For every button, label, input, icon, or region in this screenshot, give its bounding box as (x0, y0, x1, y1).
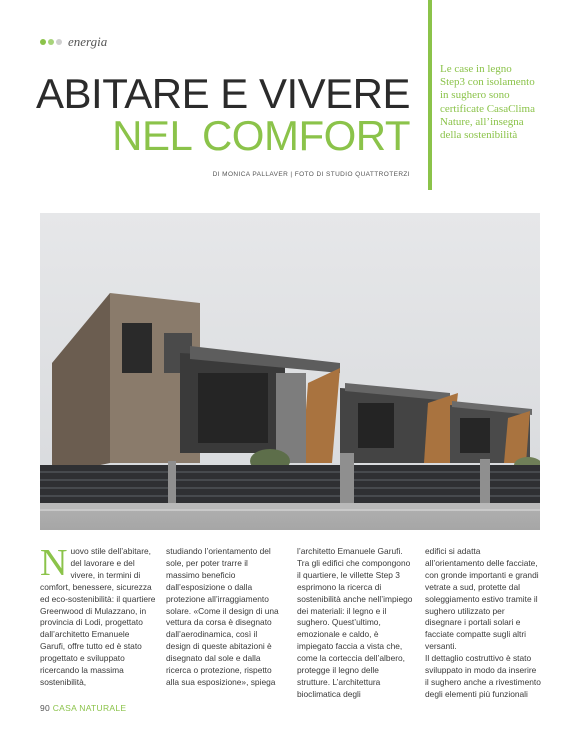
section-dot-2 (48, 39, 54, 45)
article-byline: DI MONICA PALLAVER | FOTO DI STUDIO QUATTROTERZI (212, 171, 410, 178)
article-column-2 (166, 546, 282, 689)
section-tag (40, 35, 107, 49)
section-name: energia (68, 34, 108, 49)
column-2-text: studiando l’orientamento del sole, per poter trarre il massimo beneficio dall’esposizione o dalla protezione all’irraggiamento solare. «Come il design di una vettura da corsa è disegnato dall’aerodinamica, così il design di queste abitazioni è disegnato dal sole e dalla ricerca o protezione, rispetto alla sua esposizione», spiega (166, 546, 279, 687)
article-column-1 (40, 542, 156, 689)
column-3-text: l’architetto Emanuele Garufi. Tra gli edifici che compongono il quartiere, le villette Step 3 esprimono la ricerca di sostenibilità anche nell’impiego dei materiali: il legno e il sughero. Quest’ultimo, emozionale e caldo, è impiegato faccia a vista che, come la corteccia dell’albero, protegge il legno delle strutture. L’architettura bioclimatica degli (297, 546, 413, 699)
section-dot-1 (40, 39, 46, 45)
column-1-text: uovo stile dell’abitare, del lavorare e del vivere, in termini di comfort, benessere, sicurezza ed eco-sostenibilità: il quartiere Greenwood di Mulazzano, in provincia di Lodi, progettato dall’architetto Emanuele Garufi, offre tutto ed è stato progettato e sviluppato ricercando la massima sostenibilità, (40, 546, 156, 687)
article-column-3 (297, 546, 413, 701)
article-title-line-2: NEL COMFORT (112, 112, 410, 159)
house-photo (40, 213, 540, 530)
dropcap-letter: N (40, 542, 68, 584)
callout-accent-bar (428, 0, 432, 190)
section-dot-3 (56, 39, 62, 45)
column-4-text-b: Il dettaglio costruttivo è stato sviluppato in modo da inserire il sughero anche a rivestimento degli elementi più funzionali (425, 653, 541, 699)
house-photo-icon (40, 213, 540, 530)
article-column-4 (425, 546, 541, 701)
magazine-name: CASA NATURALE (52, 703, 127, 713)
callout-text: Le case in legno Step3 con isolamento in sughero sono certificate CasaClima Nature, all’insegna della sostenibilità (440, 63, 535, 142)
page-number: 90 (40, 703, 51, 713)
column-4-text-a: edifici si adatta all’orientamento delle facciate, con gronde importanti e grandi vetrate a sud, protette dal soleggiamento estivo tramite il sughero utilizzato per disegnare i portali solari e facciate compatte sugli altri versanti. (425, 546, 539, 652)
article-title-line-1: ABITARE E VIVERE (36, 70, 410, 117)
page-footer (40, 703, 126, 713)
